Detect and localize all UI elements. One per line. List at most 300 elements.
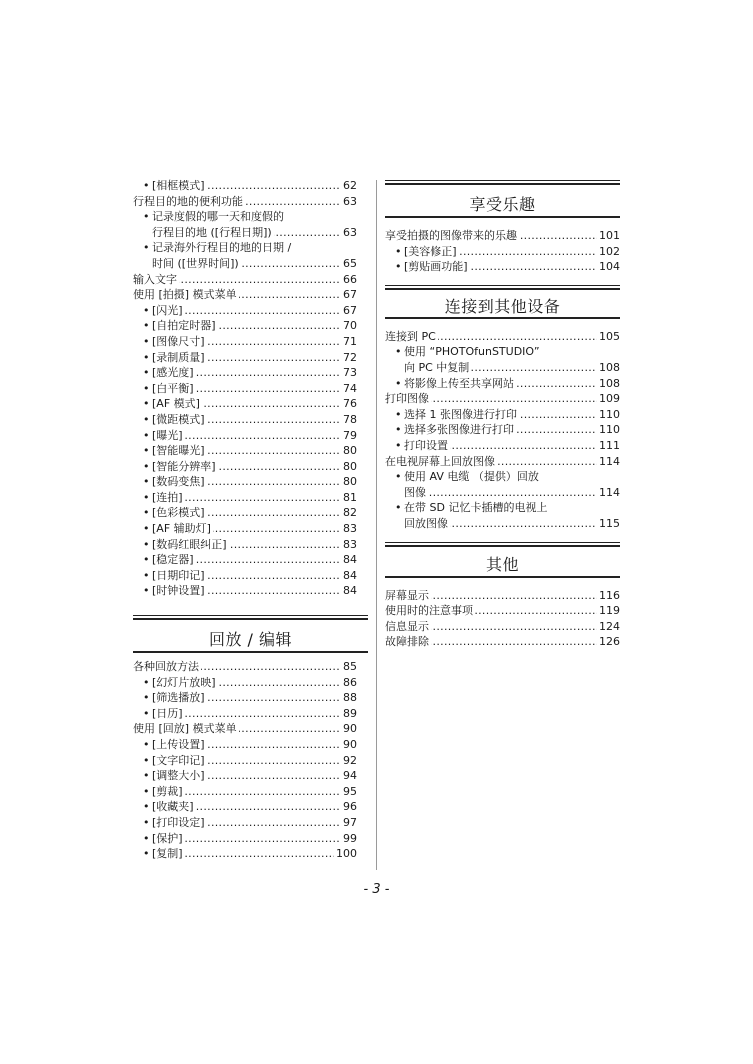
toc-entry-text xyxy=(152,365,357,381)
section-title: 回放 / 编辑 xyxy=(208,630,293,650)
toc-entry xyxy=(385,259,620,275)
toc-entry xyxy=(133,799,357,815)
toc-entry-page: 124 xyxy=(599,619,620,633)
toc-entry-page: 89 xyxy=(343,706,357,720)
toc-entry-text xyxy=(385,603,620,619)
toc-entry-text xyxy=(404,360,620,376)
toc-entry-label: 将影像上传至共享网站 xyxy=(404,376,514,390)
toc-entry-label: [AF 模式] xyxy=(152,397,200,411)
toc-entry xyxy=(385,407,620,423)
bullet-icon: • xyxy=(143,210,150,224)
toc-entry-label: [保护] xyxy=(152,831,183,845)
toc-entry-label: 记录度假的哪一天和度假的 xyxy=(152,210,284,224)
toc-entry-text xyxy=(385,454,620,470)
toc-entry-label: [曝光] xyxy=(152,428,183,442)
toc-entry xyxy=(133,178,357,194)
toc-entry-label: [文字印记] xyxy=(152,753,205,767)
toc-list-shooting xyxy=(133,178,357,599)
toc-entry-page: 80 xyxy=(343,475,357,489)
toc-entry-label: [时钟设置] xyxy=(152,584,205,598)
header-rule xyxy=(385,216,620,218)
toc-entry-page: 67 xyxy=(343,303,357,317)
bullet-icon: • xyxy=(143,459,150,473)
toc-entry-label: [剪贴画功能] xyxy=(404,260,468,274)
bullet-icon: • xyxy=(143,831,150,845)
toc-entry-page: 83 xyxy=(343,522,357,536)
toc-entry xyxy=(133,815,357,831)
toc-entry-label: [剪裁] xyxy=(152,784,183,798)
toc-entry-label: [上传设置] xyxy=(152,738,205,751)
toc-entry xyxy=(133,753,357,769)
toc-entry-label: 输入文字 xyxy=(133,272,177,286)
bullet-icon: • xyxy=(143,738,150,751)
toc-entry-text xyxy=(152,737,357,753)
toc-entry-text xyxy=(133,194,357,210)
toc-entry xyxy=(133,675,357,691)
bullet-icon: • xyxy=(143,568,150,582)
toc-entry-page: 73 xyxy=(343,366,357,380)
bullet-icon: • xyxy=(143,303,150,317)
bullet-icon: • xyxy=(395,423,402,437)
toc-entry-label: [收藏夹] xyxy=(152,800,194,814)
toc-entry-label: 使用 [拍摄] 模式菜单 xyxy=(133,288,237,302)
toc-entry-text xyxy=(152,459,357,475)
header-rule xyxy=(133,615,368,616)
toc-entry-text xyxy=(404,516,620,532)
toc-entry-page: 119 xyxy=(599,604,620,618)
toc-entry-label: [微距模式] xyxy=(152,412,205,426)
toc-entry-page: 83 xyxy=(343,537,357,551)
bullet-icon: • xyxy=(143,753,150,767)
bullet-icon: • xyxy=(143,522,150,536)
bullet-icon: • xyxy=(143,366,150,380)
toc-entry-page: 109 xyxy=(599,392,620,406)
toc-entry-label: 使用 [回放] 模式菜单 xyxy=(133,722,237,736)
toc-entry-label: [闪光] xyxy=(152,303,183,317)
toc-entry xyxy=(133,706,357,722)
toc-entry-label: [智能曝光] xyxy=(152,444,205,458)
toc-entry-text xyxy=(152,474,357,490)
toc-entry-text xyxy=(152,831,357,847)
toc-entry-text xyxy=(152,178,357,194)
header-rule xyxy=(385,180,620,181)
toc-entry xyxy=(385,422,620,438)
section-header-playback xyxy=(133,615,368,653)
bullet-icon: • xyxy=(395,345,402,359)
toc-entry xyxy=(133,474,357,490)
toc-list-enjoy xyxy=(385,228,620,275)
toc-entry-page: 66 xyxy=(343,272,357,286)
toc-list-playback xyxy=(133,659,357,862)
bullet-icon: • xyxy=(395,376,402,390)
bullet-icon: • xyxy=(143,506,150,520)
toc-entry-text xyxy=(133,659,357,675)
toc-entry-page: 71 xyxy=(343,334,357,348)
toc-entry-label: [日历] xyxy=(152,706,183,720)
toc-entry-page: 111 xyxy=(599,438,620,452)
toc-entry-text xyxy=(385,619,620,635)
toc-entry-page: 84 xyxy=(343,568,357,582)
bullet-icon: • xyxy=(143,428,150,442)
section-title: 连接到其他设备 xyxy=(444,296,561,316)
toc-entry-text xyxy=(152,521,357,537)
toc-entry-text xyxy=(404,438,620,454)
toc-entry-label: [美容修正] xyxy=(404,244,457,258)
toc-entry-page: 116 xyxy=(599,588,620,602)
toc-entry-text xyxy=(404,259,620,275)
toc-entry xyxy=(133,303,357,319)
toc-entry-page: 101 xyxy=(599,229,620,242)
section-title: 其他 xyxy=(485,554,519,574)
header-rule xyxy=(133,651,368,653)
toc-entry-text xyxy=(152,583,357,599)
toc-entry-text xyxy=(152,334,357,350)
toc-entry-page: 70 xyxy=(343,319,357,333)
section-header-other xyxy=(385,542,620,578)
toc-entry-page: 65 xyxy=(343,256,357,270)
toc-entry xyxy=(133,583,357,599)
toc-entry-label: [打印设定] xyxy=(152,815,205,829)
toc-entry-text xyxy=(133,272,357,288)
toc-entry xyxy=(133,318,357,334)
toc-entry xyxy=(133,381,357,397)
toc-entry-page: 84 xyxy=(343,584,357,598)
toc-entry-page: 72 xyxy=(343,350,357,364)
toc-entry-page: 79 xyxy=(343,428,357,442)
toc-entry-page: 90 xyxy=(343,738,357,751)
toc-entry xyxy=(133,690,357,706)
header-rule xyxy=(385,317,620,319)
toc-entry-page: 86 xyxy=(343,675,357,689)
toc-entry xyxy=(133,209,357,225)
bullet-icon: • xyxy=(395,470,402,484)
toc-entry-label: 打印设置 xyxy=(404,438,448,452)
toc-entry-text xyxy=(404,500,620,516)
toc-entry-text xyxy=(152,675,357,691)
bullet-icon: • xyxy=(143,691,150,705)
toc-entry-text xyxy=(404,422,620,438)
toc-entry-text xyxy=(152,443,357,459)
bullet-icon: • xyxy=(143,397,150,411)
toc-entry xyxy=(133,443,357,459)
toc-entry-page: 76 xyxy=(343,397,357,411)
toc-entry xyxy=(385,329,620,345)
toc-entry-label: [日期印记] xyxy=(152,568,205,582)
toc-entry-text xyxy=(152,490,357,506)
toc-entry-label: [色彩模式] xyxy=(152,506,205,520)
toc-list-connect xyxy=(385,329,620,532)
toc-entry xyxy=(385,376,620,392)
toc-entry-page: 82 xyxy=(343,506,357,520)
toc-entry-text xyxy=(152,768,357,784)
toc-entry-label: 选择 1 张图像进行打印 xyxy=(404,407,517,421)
toc-entry-label: [感光度] xyxy=(152,366,194,380)
toc-entry-label: 享受拍摄的图像带来的乐趣 xyxy=(385,229,517,242)
header-rule xyxy=(385,183,620,185)
toc-entry xyxy=(133,568,357,584)
bullet-icon: • xyxy=(143,475,150,489)
toc-entry xyxy=(385,485,620,501)
toc-entry-label: 回放图像 xyxy=(404,516,448,530)
toc-entry-label: 打印图像 xyxy=(385,392,429,406)
toc-entry-label: 向 PC 中复制 xyxy=(404,360,470,374)
toc-entry xyxy=(133,334,357,350)
toc-entry-page: 90 xyxy=(343,722,357,736)
toc-entry-text xyxy=(385,391,620,407)
toc-entry-label: 使用时的注意事项 xyxy=(385,604,473,618)
toc-entry-page: 95 xyxy=(343,784,357,798)
toc-entry xyxy=(133,831,357,847)
header-rule xyxy=(385,545,620,547)
bullet-icon: • xyxy=(143,334,150,348)
toc-entry-label: [数码变焦] xyxy=(152,475,205,489)
toc-entry xyxy=(385,244,620,260)
toc-entry xyxy=(133,272,357,288)
toc-entry xyxy=(133,256,357,272)
bullet-icon: • xyxy=(143,769,150,783)
toc-entry-page: 74 xyxy=(343,381,357,395)
toc-entry-label: 选择多张图像进行打印 xyxy=(404,423,514,437)
toc-entry-page: 94 xyxy=(343,769,357,783)
toc-entry xyxy=(385,438,620,454)
toc-entry-text xyxy=(133,721,357,737)
toc-entry-page: 88 xyxy=(343,691,357,705)
toc-entry xyxy=(385,634,620,650)
bullet-icon: • xyxy=(143,847,150,861)
toc-entry-text xyxy=(152,552,357,568)
toc-entry-text xyxy=(152,753,357,769)
toc-entry xyxy=(385,344,620,360)
toc-entry-label: [AF 辅助灯] xyxy=(152,522,211,536)
bullet-icon: • xyxy=(143,319,150,333)
toc-entry-label: 行程目的地的便利功能 xyxy=(133,194,243,208)
bullet-icon: • xyxy=(143,412,150,426)
toc-entry-text xyxy=(152,303,357,319)
bullet-icon: • xyxy=(143,444,150,458)
toc-entry-text xyxy=(404,376,620,392)
left-column xyxy=(133,178,357,862)
toc-entry-label: [稳定器] xyxy=(152,553,194,567)
toc-entry-page: 78 xyxy=(343,412,357,426)
toc-entry-text xyxy=(404,244,620,260)
toc-entry-page: 80 xyxy=(343,459,357,473)
toc-entry-label: 信息显示 xyxy=(385,619,429,633)
toc-entry xyxy=(385,588,620,604)
toc-entry-text xyxy=(152,225,357,241)
toc-entry xyxy=(133,737,357,753)
toc-entry-text xyxy=(133,287,357,303)
toc-entry-page: 96 xyxy=(343,800,357,814)
toc-entry-page: 62 xyxy=(343,179,357,192)
toc-entry xyxy=(133,846,357,862)
toc-entry-page: 100 xyxy=(336,847,357,861)
toc-entry xyxy=(133,459,357,475)
bullet-icon: • xyxy=(143,537,150,551)
toc-entry-page: 108 xyxy=(599,360,620,374)
toc-entry-label: [图像尺寸] xyxy=(152,334,205,348)
toc-entry-page: 92 xyxy=(343,753,357,767)
toc-entry-text xyxy=(152,350,357,366)
toc-entry xyxy=(133,768,357,784)
toc-entry xyxy=(133,194,357,210)
toc-entry-page: 108 xyxy=(599,376,620,390)
toc-entry-label: [幻灯片放映] xyxy=(152,675,216,689)
toc-entry xyxy=(133,225,357,241)
bullet-icon: • xyxy=(143,241,150,255)
toc-entry-text xyxy=(152,381,357,397)
bullet-icon: • xyxy=(143,381,150,395)
toc-entry xyxy=(133,505,357,521)
toc-entry-label: 在电视屏幕上回放图像 xyxy=(385,454,495,468)
toc-entry-text xyxy=(385,634,620,650)
toc-entry-text xyxy=(404,485,620,501)
bullet-icon: • xyxy=(395,501,402,515)
toc-entry-text xyxy=(152,568,357,584)
toc-entry-label: 记录海外行程目的地的日期 / xyxy=(152,241,292,255)
right-column xyxy=(385,178,620,650)
bullet-icon: • xyxy=(143,784,150,798)
toc-entry-page: 67 xyxy=(343,288,357,302)
bullet-icon: • xyxy=(143,815,150,829)
toc-entry xyxy=(133,552,357,568)
column-divider xyxy=(376,180,377,870)
toc-entry xyxy=(133,721,357,737)
toc-entry xyxy=(133,287,357,303)
toc-entry-label: 故障排除 xyxy=(385,635,429,649)
bullet-icon: • xyxy=(143,350,150,364)
toc-entry-label: 图像 xyxy=(404,485,426,499)
toc-entry xyxy=(133,240,357,256)
section-title: 享受乐趣 xyxy=(469,195,536,214)
toc-entry-label: [相框模式] xyxy=(152,179,205,192)
toc-entry xyxy=(133,350,357,366)
toc-entry xyxy=(385,228,620,244)
header-rule xyxy=(385,576,620,578)
toc-entry-label: [录制质量] xyxy=(152,350,205,364)
bullet-icon: • xyxy=(143,553,150,567)
toc-entry-text xyxy=(152,706,357,722)
toc-entry-page: 85 xyxy=(343,660,357,674)
toc-entry-page: 97 xyxy=(343,815,357,829)
toc-entry xyxy=(133,490,357,506)
toc-entry-text xyxy=(404,407,620,423)
toc-entry-page: 110 xyxy=(599,423,620,437)
toc-entry-text xyxy=(152,396,357,412)
toc-entry-label: [智能分辨率] xyxy=(152,459,216,473)
toc-entry-label: 在带 SD 记忆卡插槽的电视上 xyxy=(404,501,548,515)
toc-entry-label: 各种回放方法 xyxy=(133,660,199,674)
toc-entry xyxy=(385,516,620,532)
toc-entry-page: 81 xyxy=(343,490,357,504)
toc-entry xyxy=(385,454,620,470)
bullet-icon: • xyxy=(395,244,402,258)
toc-entry-label: [自拍定时器] xyxy=(152,319,216,333)
toc-entry-text xyxy=(152,815,357,831)
toc-entry-label: 使用 AV 电缆 （提供）回放 xyxy=(404,470,539,484)
toc-entry xyxy=(133,396,357,412)
toc-entry-text xyxy=(152,690,357,706)
bullet-icon: • xyxy=(143,179,150,192)
toc-entry-text xyxy=(404,469,620,485)
toc-entry-label: [数码红眼纠正] xyxy=(152,537,227,551)
toc-entry-text xyxy=(152,256,357,272)
toc-entry-page: 126 xyxy=(599,635,620,649)
toc-entry xyxy=(133,784,357,800)
toc-entry-page: 110 xyxy=(599,407,620,421)
toc-entry-label: [调整大小] xyxy=(152,769,205,783)
header-rule xyxy=(385,542,620,543)
toc-entry-text xyxy=(152,428,357,444)
toc-entry-label: [筛选播放] xyxy=(152,691,205,705)
toc-entry xyxy=(385,360,620,376)
toc-entry-label: 使用 “PHOTOfunSTUDIO” xyxy=(404,345,540,359)
toc-entry-label: [白平衡] xyxy=(152,381,194,395)
toc-entry xyxy=(385,500,620,516)
toc-entry-text xyxy=(152,846,357,862)
toc-entry-text xyxy=(385,588,620,604)
toc-entry xyxy=(133,365,357,381)
toc-entry-page: 99 xyxy=(343,831,357,845)
toc-entry-page: 102 xyxy=(599,244,620,258)
toc-entry-label: 行程目的地 ([行程日期]) xyxy=(152,225,272,239)
toc-entry-page: 63 xyxy=(343,194,357,208)
header-rule xyxy=(133,618,368,620)
toc-entry-page: 105 xyxy=(599,329,620,343)
toc-entry-text xyxy=(152,209,357,225)
section-header-connect xyxy=(385,285,620,319)
toc-entry-text xyxy=(152,784,357,800)
section-header-enjoy xyxy=(385,180,620,218)
toc-entry xyxy=(385,619,620,635)
toc-entry-page: 63 xyxy=(343,225,357,239)
header-rule xyxy=(385,288,620,290)
toc-entry xyxy=(385,391,620,407)
toc-entry-label: 时间 ([世界时间]) xyxy=(152,256,239,270)
toc-entry-page: 114 xyxy=(599,485,620,499)
toc-entry xyxy=(133,537,357,553)
bullet-icon: • xyxy=(143,675,150,689)
toc-entry-label: 连接到 PC xyxy=(385,329,436,343)
bullet-icon: • xyxy=(143,706,150,720)
toc-entry xyxy=(385,603,620,619)
toc-entry-page: 114 xyxy=(599,454,620,468)
toc-entry xyxy=(133,659,357,675)
toc-entry-label: [复制] xyxy=(152,847,183,861)
page-number: - 3 - xyxy=(363,882,390,897)
toc-entry xyxy=(133,428,357,444)
toc-entry-text xyxy=(404,344,620,360)
toc-entry-text xyxy=(152,537,357,553)
toc-list-other xyxy=(385,588,620,650)
toc-entry-text xyxy=(385,228,620,244)
toc-entry-text xyxy=(152,799,357,815)
toc-entry xyxy=(133,412,357,428)
toc-entry-page: 115 xyxy=(599,516,620,530)
toc-entry xyxy=(133,521,357,537)
bullet-icon: • xyxy=(395,438,402,452)
toc-entry-page: 104 xyxy=(599,260,620,274)
bullet-icon: • xyxy=(143,584,150,598)
toc-entry-page: 80 xyxy=(343,444,357,458)
toc-entry-text xyxy=(152,412,357,428)
toc-entry-text xyxy=(152,318,357,334)
toc-entry-page: 84 xyxy=(343,553,357,567)
bullet-icon: • xyxy=(395,407,402,421)
header-rule xyxy=(385,285,620,286)
toc-entry-label: [连拍] xyxy=(152,490,183,504)
toc-entry-text xyxy=(152,240,357,256)
toc-entry xyxy=(385,469,620,485)
